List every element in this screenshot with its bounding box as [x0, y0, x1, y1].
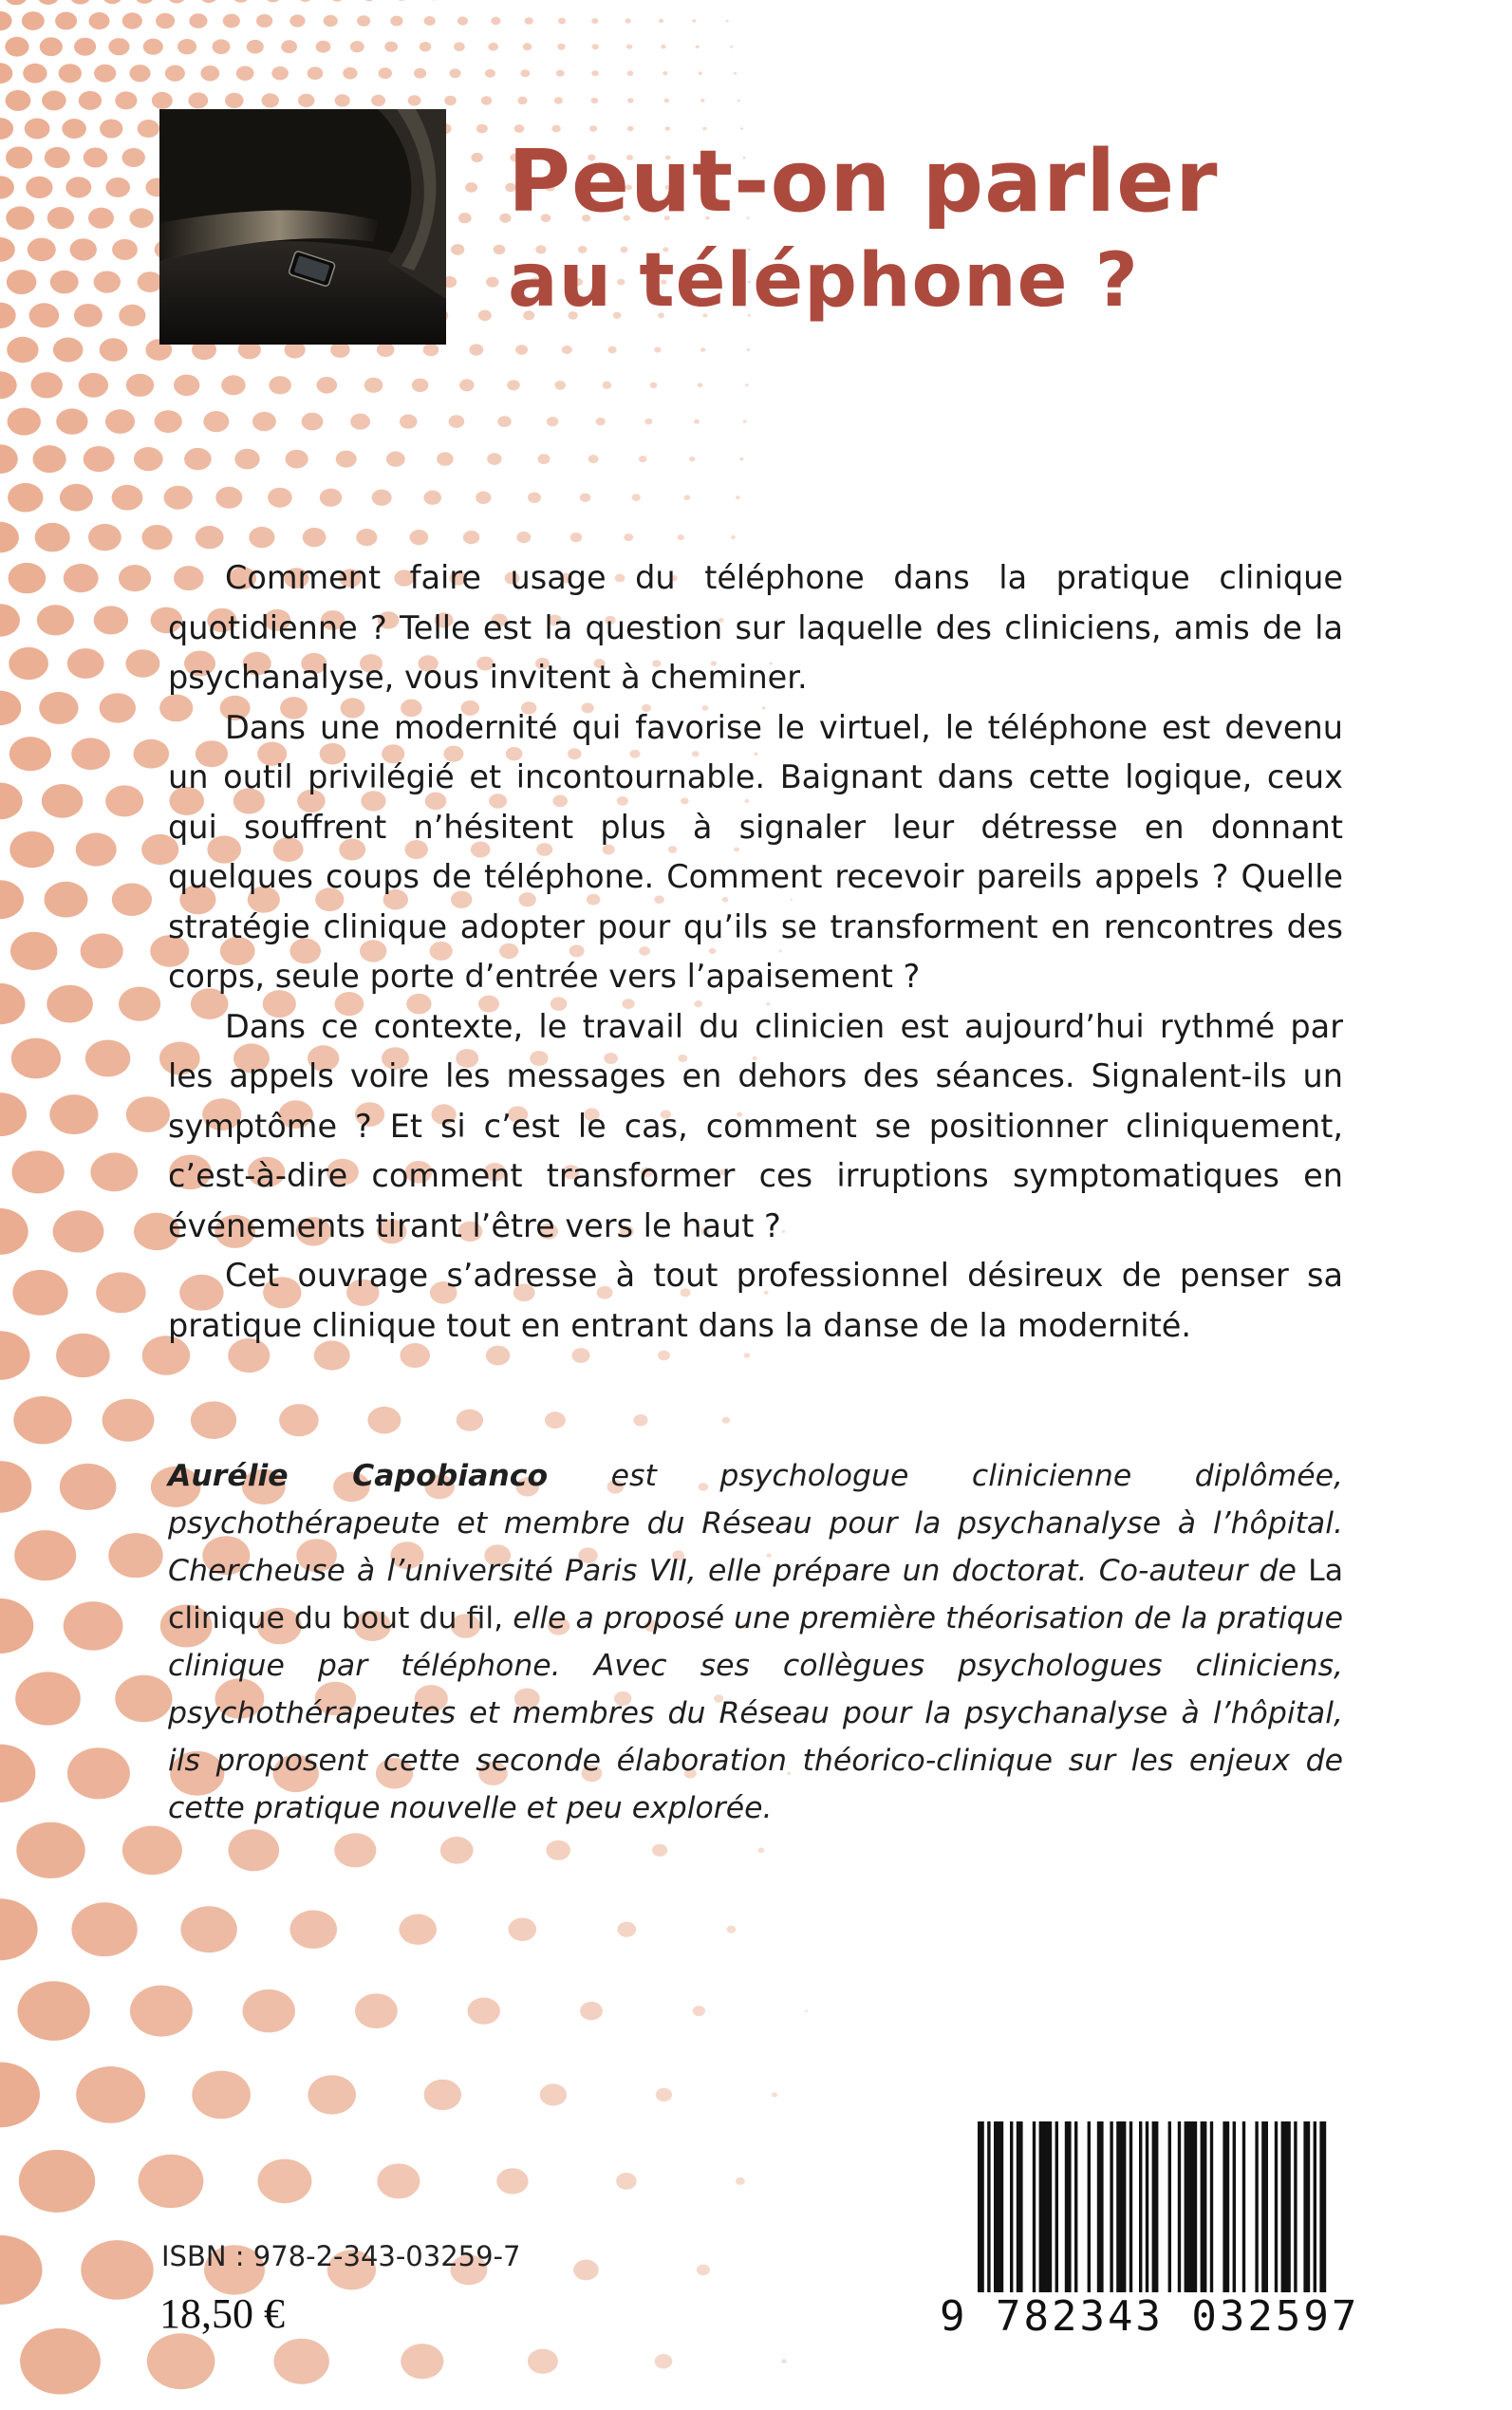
price-label: 18,50 €: [159, 2290, 285, 2337]
blurb-paragraph: Dans une modernité qui favorise le virtuel, le téléphone est devenu un outil privilégié et incontournable. Baignant dans cette logique, ceux qui souffrent n’hésitent plus à signaler leur détresse en donnant quelques coups de téléphone. Comment recevoir pareils appels ? Quelle stratégie clinique adopter pour qu’ils se transforment en rencontres des corps, seule porte d’entrée vers l’apaisement ?: [168, 708, 1343, 995]
author-name: Aurélie Capobianco: [168, 1459, 549, 1493]
bio-text-part-1: est psychologue clinicienne diplômée, psychothérapeute et membre du Réseau pour la psychanalyse à l’hôpital. Chercheuse à l’université Paris VII, elle prépare un doctorat. Co-auteur de: [168, 1459, 1343, 1588]
blurb-paragraph: Dans ce contexte, le travail du clinicien est aujourd’hui rythmé par les appels voire les messages en dehors des séances. Signalent-ils un symptôme ? Et si c’est le cas, comment se positionner cliniquement, c’est-à-dire comment transformer ces irruptions symptomatiques en événements tirant l’être vers le haut ?: [168, 1007, 1343, 1244]
barcode: [935, 2110, 1360, 2366]
barcode-number: 9 782343 032597: [940, 2292, 1360, 2341]
book-title: [508, 133, 1457, 330]
title-line-1: Peut-on parler: [508, 132, 1219, 232]
author-biography: [168, 1452, 1343, 1832]
blurb-paragraph: Comment faire usage du téléphone dans la pratique clinique quotidienne ? Telle est la question sur laquelle des cliniciens, amis de la psychanalyse, vous invitent à cheminer.: [168, 559, 1343, 696]
title-line-2: au téléphone ?: [508, 238, 1139, 324]
back-cover-blurb: [168, 553, 1343, 1351]
cited-book-title: La clinique du bout du fil,: [168, 1554, 1343, 1635]
bio-text-part-2: elle a proposé une première théorisation de la pratique clinique par téléphone. Avec ses collègues psychologues cliniciens, psychothérapeutes et membres du Réseau pour la psychanalyse à l’hôpital, ils proposent cette seconde élaboration théorico-clinique sur les enjeux de cette pratique nouvelle et peu explorée.: [168, 1601, 1343, 1825]
cover-photo-phone-on-sofa: [159, 109, 446, 345]
blurb-paragraph: Cet ouvrage s’adresse à tout professionnel désireux de penser sa pratique clinique tout en entrant dans la danse de la modernité.: [168, 1257, 1343, 1344]
isbn-number: ISBN : 978-2-343-03259-7: [161, 2240, 521, 2272]
barcode-bars: [978, 2121, 1329, 2298]
